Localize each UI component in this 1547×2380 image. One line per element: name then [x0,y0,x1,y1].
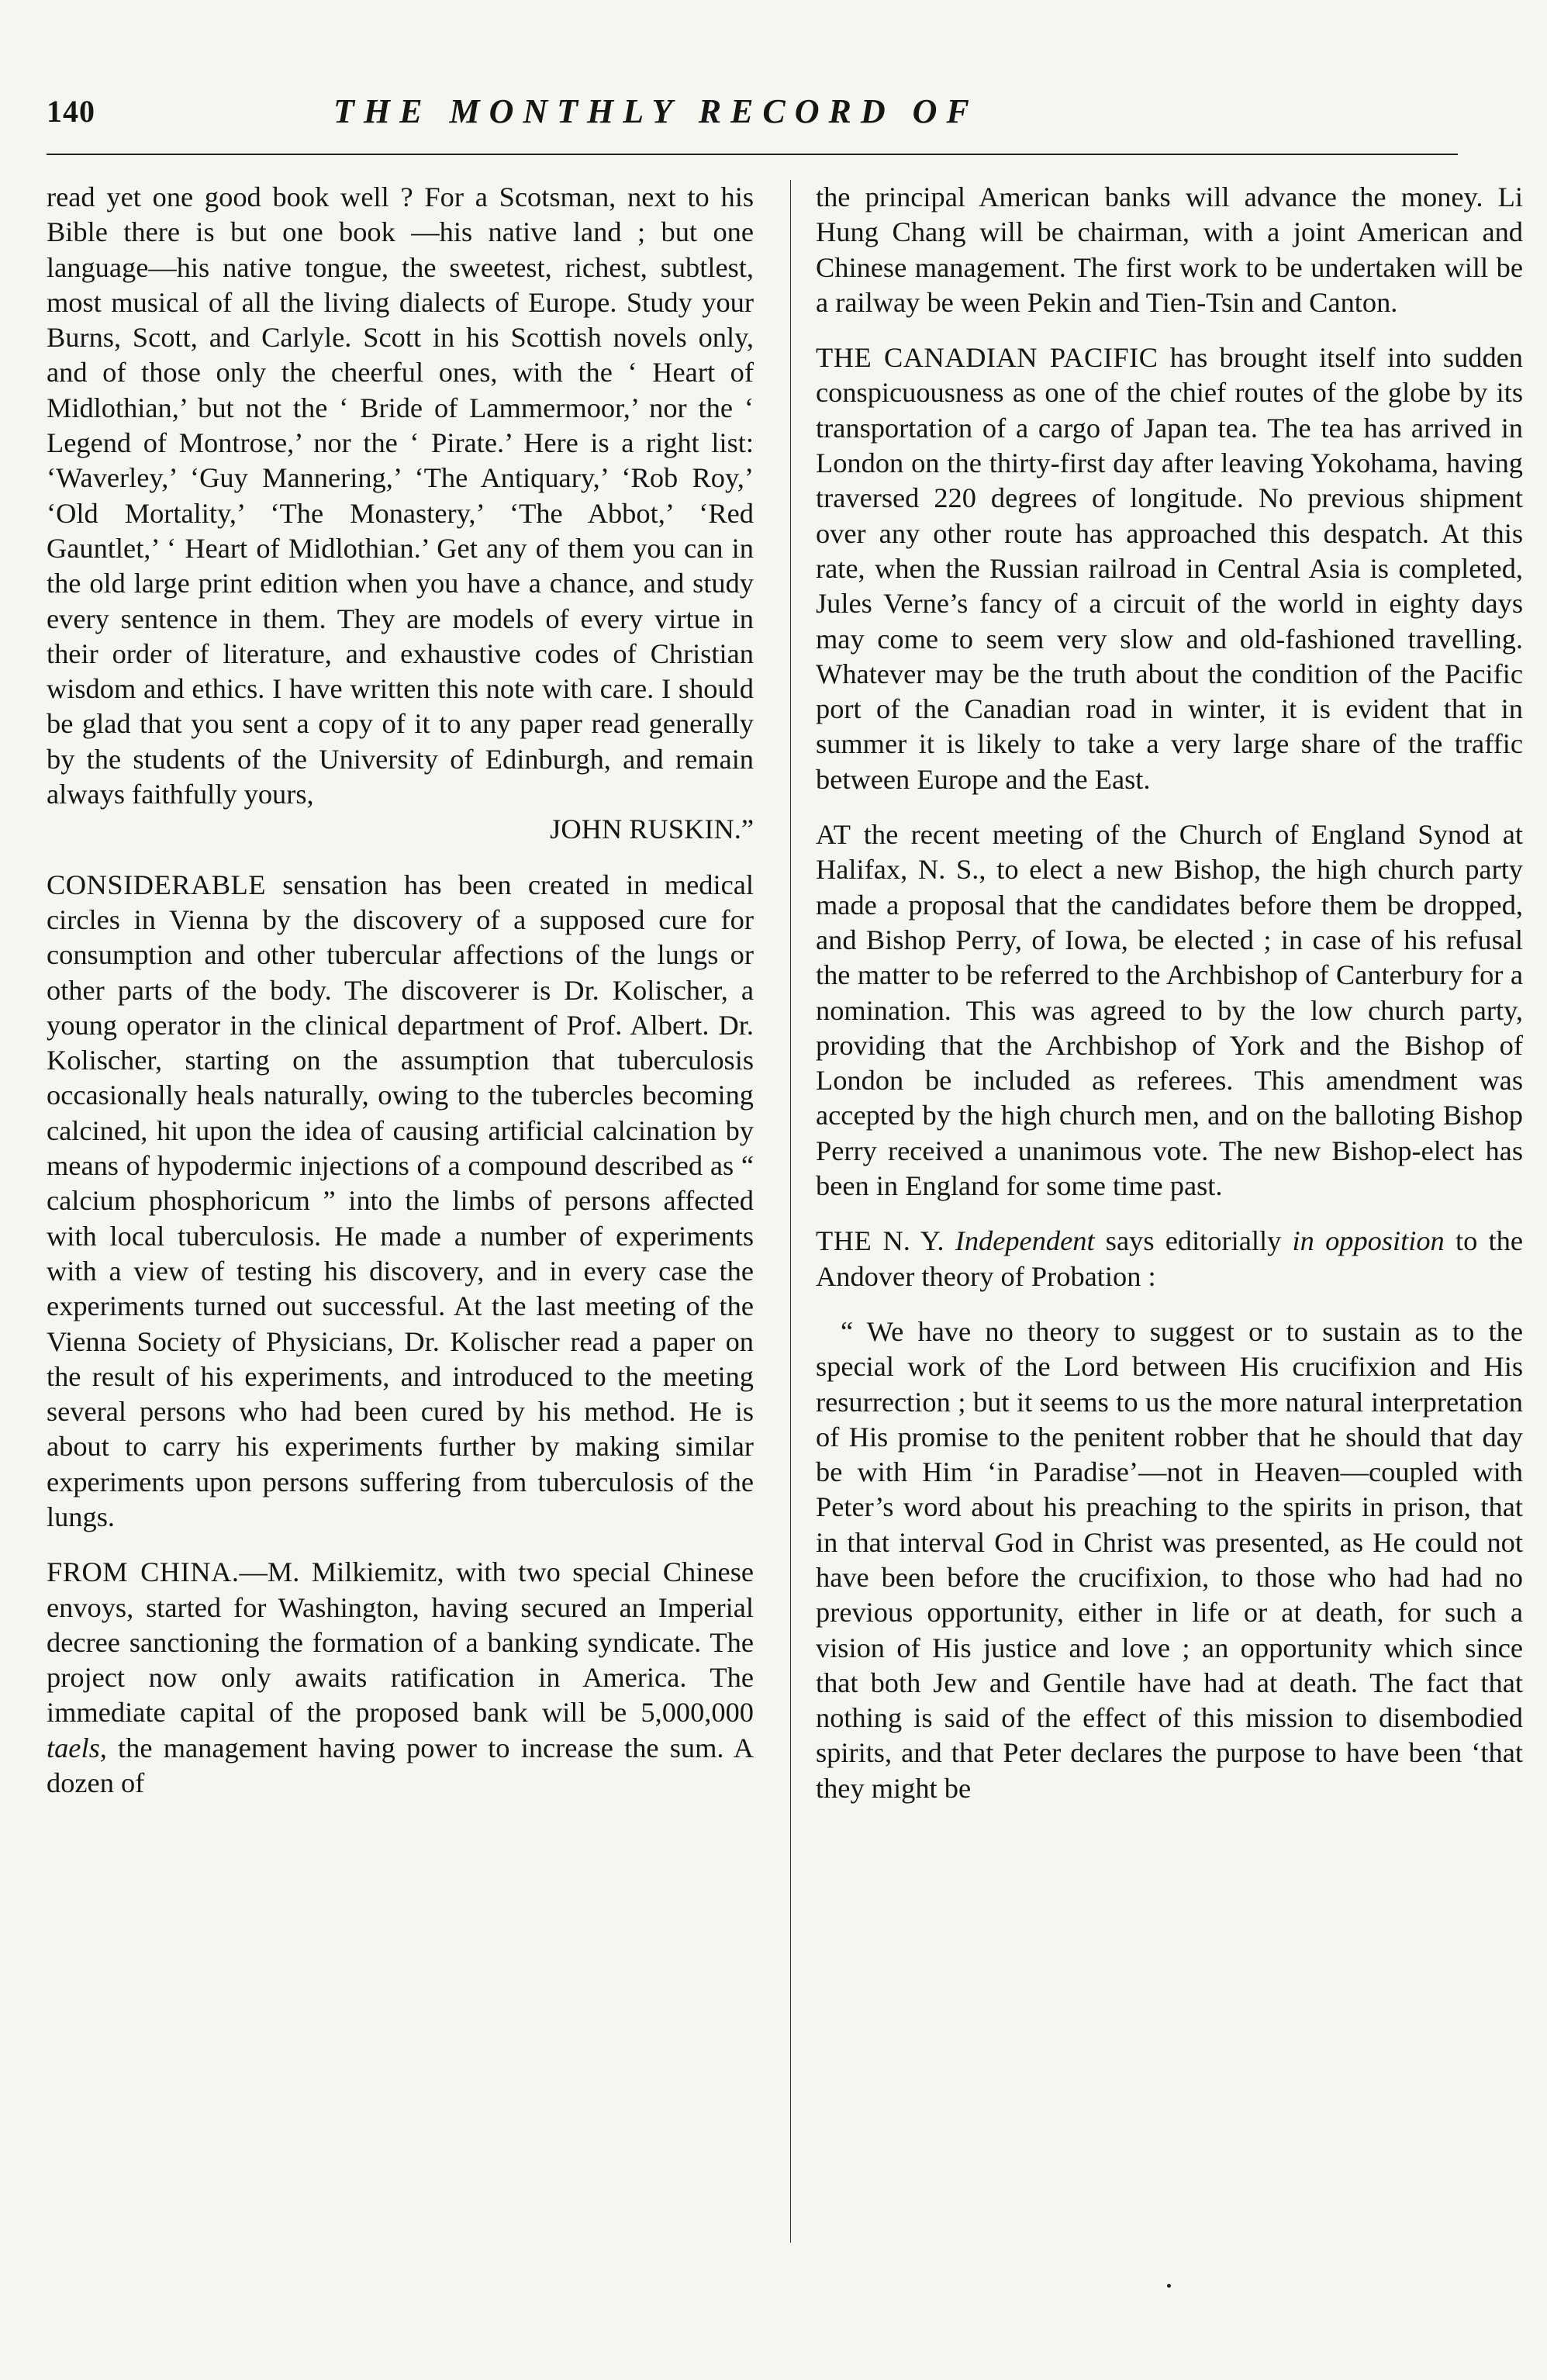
china-italic: taels, [47,1732,107,1763]
independent-italic-b: in opposition [1292,1225,1445,1257]
header-rule [47,154,1458,155]
ruskin-letter-body: read yet one good book well ? For a Scotsman, next to his Bible there is but one book —his native land ; but one language—his native tongue, the sweetest, richest, subtlest, most musical of all the living dialects of Europe. Study your Burns, Scott, and Carlyle. Scott in his Scottish novels only, and of those only the cheerful ones, with the ‘ Heart of Midlothian,’ but not the ‘ Bride of Lammermoor,’ nor the ‘ Legend of Montrose,’ nor the ‘ Pirate.’ Here is a right list: ‘Waverley,’ ‘Guy Mannering,’ ‘The Antiquary,’ ‘Rob Roy,’ ‘Old Mortality,’ ‘The Monastery,’ ‘The Abbot,’ ‘Red Gauntlet,’ ‘ Heart of Midlothian.’ Get any of them you can in the old large print edition when you have a chance, and study every sentence in them. They are models of every virtue in their order of literature, and exhaustive codes of Christian wisdom and ethics. I have written this note with care. I should be glad that you sent a copy of it to any paper read generally by the students of the University of Edinburgh, and remain always faithfully yours, [47,181,754,810]
china-continued-paragraph [816,180,1523,320]
column-divider [790,180,791,2243]
page-number: 140 [47,94,95,129]
canadian-paragraph [816,340,1523,797]
running-head: THE MONTHLY RECORD OF [333,92,979,130]
left-column [47,180,754,1821]
vienna-paragraph [47,868,754,1535]
independent-quote: “ We have no theory to suggest or to sustain as to the special work of the Lord between His crucifixion and His resurrection ; but it seems to us the more natural interpretation of His promise to the penitent robber that he should that day be with Him ‘in Paradise’—not in Heaven—coupled with Peter’s word about his preaching to the spirits in prison, that in that interval God in Christ was presented, as He could not have been before the crucifixion, to those who had had no previous opportunity, either in life or at death, for such a vision of His justice and love ; an opportunity which since that both Jew and Gentile have had at death. The fact that nothing is said of the effect of this mission to disembodied spirits, and that Peter declares the purpose to have been ‘that they might be [816,1315,1523,1804]
ruskin-signature: JOHN RUSKIN.” [550,813,754,845]
independent-quote-paragraph [816,1314,1523,1806]
synod-lead: AT [816,819,851,851]
china-continued: the principal American banks will advance the money. Li Hung Chang will be chairman, with a joint American and Chinese management. The first work to be undertaken will be a railway be ween Pekin and Tien-Tsin and Canton. [816,181,1523,318]
independent-paragraph [816,1224,1523,1294]
canadian-lead: THE CANADIAN PACIFIC [816,342,1159,374]
china-lead: FROM CHINA. [47,1556,240,1588]
footer-mark [1167,2284,1171,2288]
china-paragraph [47,1555,754,1801]
independent-body-b: says editorially [1094,1225,1293,1257]
synod-paragraph [816,817,1523,1204]
vienna-lead: CONSIDERABLE [47,869,266,900]
right-column [816,180,1523,1826]
independent-lead: THE [816,1225,872,1257]
independent-italic-a: Independent [955,1225,1095,1257]
synod-body: the recent meeting of the Church of England Synod at Halifax, N. S., to elect a new Bishop, the high church party made a proposal that the candidates before them be dropped, and Bishop Perry, of Iowa, be elected ; in case of his refusal the matter to be referred to the Archbishop of Canterbury for a nomination. This was agreed to by the low church party, providing that the Archbishop of York and the Bishop of London be included as referees. This amendment was accepted by the high church men, and on the balloting Bishop Perry received a unanimous vote. The new Bishop-elect has been in England for some time past. [816,819,1523,1202]
vienna-body: sensation has been created in medical circles in Vienna by the discovery of a supposed cure for consumption and other tubercular affections of the lungs or other parts of the body. The discoverer is Dr. Kolischer, a young operator in the clinical department of Prof. Albert. Dr. Kolischer, starting on the assumption that tuberculosis occasionally heals naturally, owing to the tubercles becoming calcined, hit upon the idea of causing artificial calcination by means of hypodermic injections of a compound described as “ calcium phosphoricum ” into the limbs of persons affected with local tuberculosis. He made a number of experiments with a view of testing his discovery, and in every case the experiments turned out successful. At the last meeting of the Vienna Society of Physicians, Dr. Kolischer read a paper on the result of his experiments, and introduced to the meeting several persons who had been cured by his method. He is about to carry his experiments further by making similar experiments upon persons suffering from tuberculosis of the lungs. [47,869,754,1532]
ruskin-letter-paragraph [47,180,754,848]
china-body-a: —M. Milkiemitz, with two special Chinese envoys, started for Washington, having secured an Imperial decree sanctioning the formation of a banking syndicate. The project now only awaits ratification in America. The immediate capital of the proposed bank will be 5,000,000 [47,1556,755,1729]
china-body-b: the management having power to increase the sum. A dozen of [47,1732,754,1799]
independent-body-a: N. Y. [872,1225,955,1257]
independent-body-c: to the Andover theory of Probation : [816,1225,1523,1292]
canadian-body: has brought itself into sudden conspicuousness as one of the chief routes of the globe by its transportation of a cargo of Japan tea. The tea has arrived in London on the thirty-first day after leaving Yokohama, having traversed 220 degrees of longitude. No previous shipment over any other route has approached this despatch. At this rate, when the Russian railroad in Central Asia is completed, Jules Verne’s fancy of a circuit of the world in eighty days may come to seem very slow and old-fashioned travelling. Whatever may be the truth about the condition of the Pacific port of the Canadian road in winter, it is evident that in summer it is likely to take a very large share of the traffic between Europe and the East. [816,342,1523,795]
